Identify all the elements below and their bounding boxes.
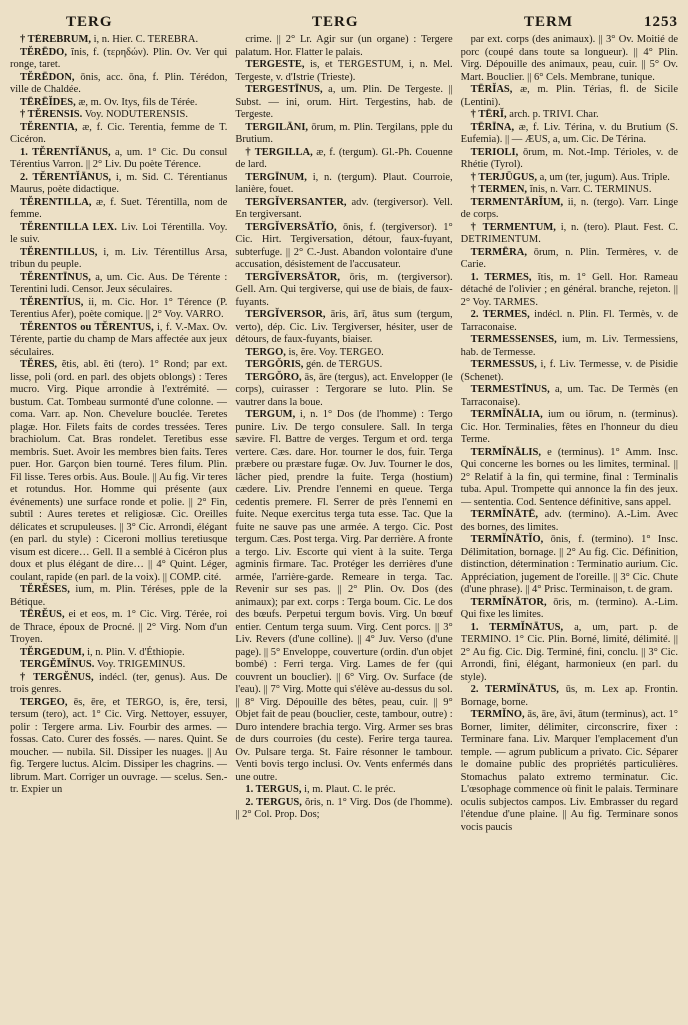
dictionary-entry bbox=[10, 584, 227, 609]
entry-definition: i, f. Liv. Termesse, v. de Pisidie (Schenet). bbox=[460, 359, 678, 383]
entry-definition: æ, f. Liv. Térina, v. du Brutium (S. Eufemia). || — ÆUS, a, um. Cic. De Térina. bbox=[460, 121, 678, 145]
entry-headword: † TERMENTUM, bbox=[470, 221, 556, 233]
entry-definition: æ, f. (tergum). Gl.-Ph. Couenne de lard. bbox=[235, 146, 453, 170]
entry-definition: gén. de TERGUS. bbox=[306, 359, 383, 370]
dictionary-entry bbox=[10, 609, 227, 647]
entry-headword: TERGŎRIS, bbox=[245, 359, 304, 370]
dictionary-entry bbox=[461, 222, 678, 247]
dictionary-entry bbox=[10, 672, 227, 697]
entry-definition: ōnis, f. (termino). 1° Insc. Délimitation, bornage. || 2° Au fig. Cic. Définition, distinction, détermination : Terminatio aurium. Cic. Appréciation, jugement de l'oreille. || 3° Cic. Chute (d'une phrase). || 4° Prisc. Terminaison, t. de gram. bbox=[460, 534, 678, 595]
entry-headword: TERMĬNĀTOR, bbox=[470, 596, 547, 608]
dictionary-entry bbox=[461, 309, 678, 334]
entry-headword: TERMESSENSES, bbox=[470, 334, 557, 345]
entry-headword: TĔRENTĪNUS, bbox=[20, 271, 91, 283]
entry-definition: ium, m. Liv. Termessiens, hab. de Termesse. bbox=[460, 334, 678, 358]
entry-definition: par ext. corps (des animaux). || 3° Ov. Moitié de porc (coupé dans toute sa longueur). || 4° Plin. Virg. Dépouille des animaux, peau, cuir. || 5° Ov. Mart. Bouclier. || 6° Cels. Membrane, tunique. bbox=[460, 34, 678, 83]
entry-definition: æ, f. Suet. Térentilla, nom de femme. bbox=[10, 196, 228, 220]
dictionary-entry bbox=[235, 147, 452, 172]
entry-definition: i, m. Plaut. C. le préc. bbox=[304, 784, 396, 795]
entry-definition: ōrum, m. Not.-Imp. Térioles, v. de Rhétie (Tyrol). bbox=[460, 146, 678, 170]
dictionary-entry bbox=[10, 109, 227, 122]
entry-definition: indécl. n. Plin. Fl. Termès, v. de Tarraconaise. bbox=[460, 309, 678, 333]
entry-headword: TERMĬNĀLIA, bbox=[470, 409, 543, 420]
dictionary-entry bbox=[235, 222, 452, 272]
entry-headword: 1. TERMES, bbox=[470, 271, 532, 283]
dictionary-entry bbox=[10, 647, 227, 660]
entry-definition: a, um. Cic. Aus. De Térente : Terentini ludi. Censor. Jeux séculaires. bbox=[10, 271, 228, 295]
entry-definition: i, n. 1° Dos (de l'homme) : Tergo punire. Liv. De tergo consulere. Sall. In terga sævire. Fl. Battre de verges. Tergum et ord. terga vertere. Cæs. dare. Hor. tourner le dos, fuir. Terga præbere ou præstare fugæ. Ov. Juv. Tourner le dos, lâcher pied, prendre la fuite. Terga (hostium) cædere. Liv. Prendre l'ennemi en queue. Terga cedentis premere. Fl. Serrer de près l'ennemi en fuite. Neque exercitus terga tuta esse. Tac. Que la fuite ne sauve pas une armée. A tergo. Cic. Post tergum. Cæs. Post terga. Virg. Par derrière. A fronte a tergo. Liv. Escorte qui vient à la suite. Terga agminis firmare. Tac. Protéger les derrières d'une armée, l'arrière-garde. Remeare in terga. Tac. Revenir sur ses pas. || 2° Plin. Ov. Dos (des animaux); par ext. corps : Terga boum. Cic. Le dos des bœufs. Perpetui tergum bovis. Virg. Un bœuf entier. Centum terga suum. Virg. Cent porcs. || 3° Liv. Revers (d'une colline). || 4° Juv. Verso (d'une page). || 5° Enveloppe, couverture (ordin. d'un objet bombé) : Ferri terga. Virg. Lames de fer (qui couvrent un bouclier). || 6° Virg. Ov. Surface (de l'eau). || 7° Virg. Motte qui s'élève au-dessus du sol. || 8° Virg. Dépouille des bêtes, peau, cuir. || 9° Objet fait de peau (bouclier, ceste, tambour, outre) : Duro intendere brachia tergo. Virg. Armer ses bras de durs courroies (du ceste). Ferire terga taurea. Ov. Pulsare terga. St. Faire résonner le tambour. Venti bovis tergo inclusi. Ov. Vents enfermés dans une outre. bbox=[235, 409, 453, 783]
column-right bbox=[461, 34, 678, 1019]
column-middle bbox=[235, 34, 452, 1019]
dictionary-entry bbox=[461, 534, 678, 597]
entry-headword: TERIOLI, bbox=[470, 146, 519, 158]
entry-definition: adv. (tergiversor). Vell. En tergiversant. bbox=[235, 196, 453, 220]
dictionary-entry bbox=[461, 184, 678, 197]
dictionary-entry bbox=[461, 709, 678, 834]
entry-definition: ŏris, n. 1° Virg. Dos (de l'homme). || 2° Col. Prop. Dos; bbox=[235, 796, 453, 820]
dictionary-entry bbox=[10, 122, 227, 147]
dictionary-entry bbox=[235, 784, 452, 797]
entry-definition: a, um. Plin. De Tergeste. || Subst. — ini, orum. Hirt. Tergestins, hab. de Tergeste. bbox=[235, 84, 453, 120]
entry-definition: ĭtis, m. 1° Gell. Hor. Rameau détaché de l'olivier ; en général. branche, rejeton. || 2° Voy. TARMES. bbox=[460, 271, 678, 308]
entry-definition: ĕtis, abl. ĕti (tero). 1° Rond; par ext. lisse, poli (ord. en parl. des objets oblongs) : Teres mucro. Virg. Pique arrondie à l'extrémité. — bustum. Cat. Tombeau surmonté d'une colonne. — coma. Varr. ap. Non. Chevelure bouclée. Teretes plagæ. Hor. Filets faits de cordes tressées. Teres brachiolum. Cat. Bras rondelet. Teretibus esse membris. Suet. Avoir les membres bien faits. Teres puer. Hor. Garçon bien tourné. Teres filum. Plin. Fil lisse. Teres orbis. Aus. Boule. || Au fig. Vir teres et rotundus. Hor. Homme qui présente (aux événements) une surface ronde et polie. || 2° Fin, subtil : Aures teretes et religiosæ. Cic. Oreilles délicates et scrupuleuses. || 3° Cic. Arrondi, élégant (en parl. du style) : Ciceroni mollius teretiusque visum est dicere… Gell. Il a semblé à Cicéron plus doux et plus élégant de dire… || 4° Quint. Léger, coulant, rapide (en parl. de la voix). || COMP. cité. bbox=[10, 359, 228, 583]
dictionary-entry bbox=[235, 59, 452, 84]
entry-definition: ii, m. Cic. Hor. 1° Térence (P. Terentius Afer), poète comique. || 2° Voy. VARRO. bbox=[10, 296, 228, 320]
dictionary-entry bbox=[235, 84, 452, 122]
entry-headword: TĒRĔUS, bbox=[20, 609, 65, 620]
entry-definition: Voy. NODUTERENSIS. bbox=[84, 109, 188, 120]
entry-headword: TERGESTE, bbox=[245, 59, 305, 70]
dictionary-entry bbox=[461, 34, 678, 84]
dictionary-entry bbox=[461, 622, 678, 685]
entry-headword: TĒRĬAS, bbox=[470, 84, 513, 95]
entry-headword: TERGEO, bbox=[20, 696, 68, 708]
entry-headword: TERGILĀNI, bbox=[245, 121, 309, 133]
entry-headword: TĒRĒĬDES, bbox=[20, 96, 76, 108]
dictionary-entry bbox=[461, 384, 678, 409]
entry-headword: TĔRGEDUM, bbox=[20, 646, 85, 658]
entry-definition: āris, ārī, ātus sum (tergum, verto), dép. Cic. Liv. Tergiverser, hésiter, user de détours, de faux-fuyants, biaiser. bbox=[235, 309, 453, 345]
entry-definition: ās, āre (tergus), act. Envelopper (le corps), cuirasser : Tergorare se luto. Plin. Se vautrer dans la boue. bbox=[235, 371, 453, 408]
entry-definition: ōnis, f. (tergiversor). 1° Cic. Hirt. Tergiversation, détour, faux-fuyant, subterfuge. || 2° C.-Just. Abandon volontaire d'une accusation, désistement de l'accusateur. bbox=[235, 221, 453, 270]
entry-definition: Liv. Loi Térentilla. Voy. le suiv. bbox=[10, 221, 228, 245]
entry-definition: i, n. (tergum). Plaut. Courroie, lanière, fouet. bbox=[235, 171, 453, 195]
dictionary-entry bbox=[461, 84, 678, 109]
entry-headword: † TERJŪGUS, bbox=[470, 171, 537, 183]
dictionary-entry bbox=[461, 684, 678, 709]
entry-headword: † TERMEN, bbox=[470, 184, 528, 195]
entry-definition: e (terminus). 1° Amm. Insc. Qui concerne les bornes ou les limites, terminal. || 2° Relatif à la fin, qui termine, final : Terminalis tuba. Apul. Trompette qui annonce la fin des jeux. — sententia. Cod. Sentence définitive, sans appel. bbox=[460, 446, 678, 508]
entry-definition: i, m. Sid. C. Térentianus Maurus, poète didactique. bbox=[10, 171, 228, 195]
dictionary-entry bbox=[10, 272, 227, 297]
entry-headword: † TERGĔNUS, bbox=[20, 671, 94, 683]
dictionary-entry bbox=[235, 122, 452, 147]
entry-definition: ōris, m. (tergiversor). Gell. Arn. Qui tergiverse, qui use de biais, de faux-fuyants. bbox=[235, 271, 453, 308]
entry-headword: TĔRĒDON, bbox=[20, 71, 75, 83]
entry-definition: ēs, ēre, et TERGO, is, ĕre, tersi, tersum (tero), act. 1° Cic. Virg. Nettoyer, essuyer, polir : Tergere arma. Liv. Fourbir des armes. — fossas. Cato. Curer des fossés. — nares. Quint. Se moucher. — nubila. Sil. Dissiper les nuages. || Au fig. Tergere luctus. Alcim. Dissiper les chagrins. — librum. Mart. Corriger un ouvrage. — scelus. Sen.-tr. Expier un bbox=[10, 696, 228, 795]
entry-headword: TĔRENTOS ou TĔRENTUS, bbox=[20, 321, 154, 333]
dictionary-entry bbox=[235, 197, 452, 222]
entry-definition: is, ĕre. Voy. TERGEO. bbox=[288, 346, 384, 358]
entry-headword: TERGĬVERSOR, bbox=[245, 309, 326, 320]
entry-definition: æ, f. Cic. Terentia, femme de T. Cicéron. bbox=[10, 121, 228, 145]
dictionary-entry bbox=[461, 409, 678, 447]
entry-headword: TERMĒRA, bbox=[470, 246, 527, 258]
dictionary-entry bbox=[461, 597, 678, 622]
dictionary-entry bbox=[10, 197, 227, 222]
entry-definition: a, um. 1° Cic. Du consul Térentius Varron. || 2° Liv. Du poète Térence. bbox=[10, 146, 228, 170]
entry-headword: TĔRES, bbox=[20, 359, 58, 370]
entry-headword: TĔRENTILLA LEX. bbox=[20, 221, 117, 233]
dictionary-entry bbox=[461, 359, 678, 384]
entry-headword: 2. TERMĬNĀTUS, bbox=[470, 684, 559, 695]
dictionary-entry bbox=[10, 222, 227, 247]
entry-definition: ōris, m. (termino). A.-Lim. Qui fixe les limites. bbox=[460, 596, 678, 620]
dictionary-entry bbox=[235, 34, 452, 59]
entry-definition: i, f. V.-Max. Ov. Térente, partie du champ de Mars affectée aux jeux séculaires. bbox=[10, 321, 228, 358]
entry-definition: ii, n. (tergo). Varr. Linge de corps. bbox=[460, 196, 678, 220]
dictionary-entry bbox=[10, 697, 227, 797]
dictionary-entry bbox=[235, 347, 452, 360]
entry-headword: † TERGILLA, bbox=[245, 146, 313, 158]
dictionary-entry bbox=[235, 172, 452, 197]
entry-definition: ium, m. Plin. Téréses, pple de la Bétique. bbox=[10, 584, 228, 608]
running-head-right: TERM bbox=[524, 14, 573, 30]
dictionary-entry bbox=[461, 122, 678, 147]
entry-headword: TĔRENTĬUS, bbox=[20, 296, 84, 308]
entry-headword: TERGO, bbox=[245, 346, 286, 358]
entry-headword: TERMESSUS, bbox=[470, 359, 537, 370]
entry-definition: is, et TERGESTUM, i, n. Mel. Tergeste, v. d'Istrie (Trieste). bbox=[235, 59, 453, 83]
dictionary-entry bbox=[461, 334, 678, 359]
entry-headword: TERGĪNUM, bbox=[245, 171, 307, 183]
entry-definition: Voy. TRIGEMINUS. bbox=[96, 659, 186, 670]
entry-headword: TERGĔMĬNUS. bbox=[20, 659, 95, 670]
dictionary-entry bbox=[10, 34, 227, 47]
dictionary-entry bbox=[10, 147, 227, 172]
dictionary-entry bbox=[461, 272, 678, 310]
entry-headword: TERGŎRO, bbox=[245, 371, 302, 383]
entry-headword: TERGUM, bbox=[245, 409, 296, 420]
entry-headword: 1. TERMĬNĀTUS, bbox=[470, 621, 564, 633]
entry-definition: ĭnis, n. Varr. C. TERMINUS. bbox=[529, 184, 652, 195]
dictionary-entry bbox=[461, 197, 678, 222]
entry-definition: æ, m. Plin. Térias, fl. de Sicile (Lentini). bbox=[460, 84, 678, 108]
running-head bbox=[8, 6, 680, 32]
dictionary-entry bbox=[10, 322, 227, 360]
entry-headword: 2. TĔRENTĬĀNUS, bbox=[20, 171, 112, 183]
dictionary-entry bbox=[10, 172, 227, 197]
entry-definition: i, n. Plin. V. d'Éthiopie. bbox=[87, 646, 185, 658]
entry-headword: 1. TĔRENTĬĀNUS, bbox=[20, 146, 111, 158]
entry-definition: ĭnis, f. (τερηδών). Plin. Ov. Ver qui ronge, taret. bbox=[10, 46, 228, 70]
dictionary-entry bbox=[10, 659, 227, 672]
dictionary-entry bbox=[10, 47, 227, 72]
entry-headword: TERGĬVERSĀTOR, bbox=[245, 271, 340, 283]
dictionary-entry bbox=[235, 372, 452, 410]
dictionary-entry bbox=[461, 109, 678, 122]
entry-headword: 1. TERGUS, bbox=[245, 784, 302, 795]
entry-headword: 2. TERGUS, bbox=[245, 796, 302, 808]
entry-headword: TĔRENTIA, bbox=[20, 121, 78, 133]
entry-headword: TERMENTĀRĬUM, bbox=[470, 196, 564, 208]
entry-definition: adv. (termino). A.-Lim. Avec des bornes, des limites. bbox=[460, 509, 678, 533]
dictionary-entry bbox=[461, 447, 678, 510]
dictionary-entry bbox=[461, 147, 678, 172]
entry-definition: a, um. Tac. De Termès (en Tarraconaise). bbox=[460, 384, 678, 408]
entry-definition: ās, āre, āvi, ātum (terminus), act. 1° Borner, limiter, délimiter, circonscrire, fixer : Terminare fana. Liv. Marquer l'emplacement d'un temple. — agrum publicum a privato. Cic. Séparer le domaine public des propriétés particulières. Stomachus palato extremo terminatur. Cic. L'œsophage commence où finit le palais. Terminare oculis subjectos campos. Liv. Embrasser du regard l'étendue d'une plaine. || Au fig. Terminare sonos vocis paucis bbox=[460, 709, 678, 833]
dictionary-entry bbox=[235, 797, 452, 822]
dictionary-entry bbox=[10, 297, 227, 322]
column-left bbox=[10, 34, 227, 1019]
entry-headword: 2. TERMES, bbox=[470, 309, 530, 320]
entry-headword: TERGĬVERSĀTĬO, bbox=[245, 221, 337, 233]
entry-definition: indécl. (ter, genus). Aus. De trois genres. bbox=[10, 671, 228, 695]
entry-headword: TERMĬNĀTĬO, bbox=[470, 534, 544, 545]
entry-headword: TERMESTĪNUS, bbox=[470, 384, 550, 395]
entry-columns bbox=[10, 34, 678, 1019]
dictionary-entry bbox=[10, 72, 227, 97]
dictionary-entry bbox=[235, 272, 452, 310]
entry-headword: † TĔRENSIS. bbox=[20, 109, 83, 120]
entry-definition: ōnis, acc. ōna, f. Plin. Térédon, ville de Chaldée. bbox=[10, 71, 228, 95]
entry-definition: i, n. (tero). Plaut. Fest. C. DETRIMENTUM. bbox=[460, 221, 678, 245]
entry-headword: TERMĬNO, bbox=[470, 709, 525, 720]
entry-definition: ium ou iōrum, n. (terminus). Cic. Hor. Terminalies, fêtes en l'honneur du dieu Terme. bbox=[460, 409, 678, 445]
entry-headword: TĔRĔSES, bbox=[20, 584, 70, 595]
entry-headword: TERGĬVERSANTER, bbox=[245, 196, 347, 208]
entry-headword: TĒRĪNA, bbox=[470, 121, 515, 133]
dictionary-entry bbox=[461, 172, 678, 185]
entry-definition: i, m. Liv. Térentillus Arsa, tribun du peuple. bbox=[10, 246, 228, 270]
entry-definition: ei et eos, m. 1° Cic. Virg. Térée, roi de Thrace, époux de Procné. || 2° Virg. Nom d'un Troyen. bbox=[10, 609, 228, 645]
dictionary-entry bbox=[10, 359, 227, 584]
entry-definition: ūs, m. Lex ap. Frontin. Bornage, borne. bbox=[460, 684, 678, 708]
entry-definition: æ, m. Ov. Itys, fils de Térée. bbox=[78, 96, 198, 108]
dictionary-entry bbox=[235, 359, 452, 372]
entry-definition: crime. || 2° Lr. Agir sur (un organe) : Tergere palatum. Hor. Flatter le palais. bbox=[235, 34, 453, 58]
entry-definition: ōrum, n. Plin. Termères, v. de Carie. bbox=[460, 246, 678, 270]
running-head-left: TERG bbox=[66, 14, 113, 30]
entry-headword: TERMĬNĀLIS, bbox=[470, 446, 541, 458]
dictionary-entry bbox=[461, 247, 678, 272]
entry-headword: TĔRĒDO, bbox=[20, 46, 67, 58]
entry-definition: ōrum, m. Plin. Tergilans, pple du Brutium. bbox=[235, 121, 453, 145]
entry-headword: † TĔREBRUM, bbox=[20, 34, 91, 45]
page-number: 1253 bbox=[644, 14, 678, 30]
dictionary-entry bbox=[235, 309, 452, 347]
entry-definition: a, um (ter, jugum). Aus. Triple. bbox=[539, 171, 670, 183]
entry-headword: TERGESTĪNUS, bbox=[245, 84, 323, 95]
entry-definition: arch. p. TRIVI. Char. bbox=[509, 109, 599, 120]
entry-headword: TERMĬNĀTĒ, bbox=[470, 509, 539, 520]
entry-definition: a, um, part. p. de TERMINO. 1° Cic. Plin. Borné, limité, délimité. || 2° Au fig. Cic. Dig. Terminé, fini, conclu. || 3° Cic. Arrondi, fini, élégant, harmonieux (en parl. du style). bbox=[460, 621, 678, 683]
entry-headword: TĔRENTILLUS, bbox=[20, 246, 98, 258]
entry-definition: i, n. Hier. C. TEREBRA. bbox=[93, 34, 199, 45]
dictionary-entry bbox=[10, 97, 227, 110]
entry-headword: TĔRENTILLA, bbox=[20, 196, 92, 208]
entry-headword: † TĒRĬ, bbox=[470, 109, 507, 120]
dictionary-entry bbox=[235, 409, 452, 784]
dictionary-entry bbox=[10, 247, 227, 272]
running-head-center: TERG bbox=[312, 14, 359, 30]
dictionary-entry bbox=[461, 509, 678, 534]
